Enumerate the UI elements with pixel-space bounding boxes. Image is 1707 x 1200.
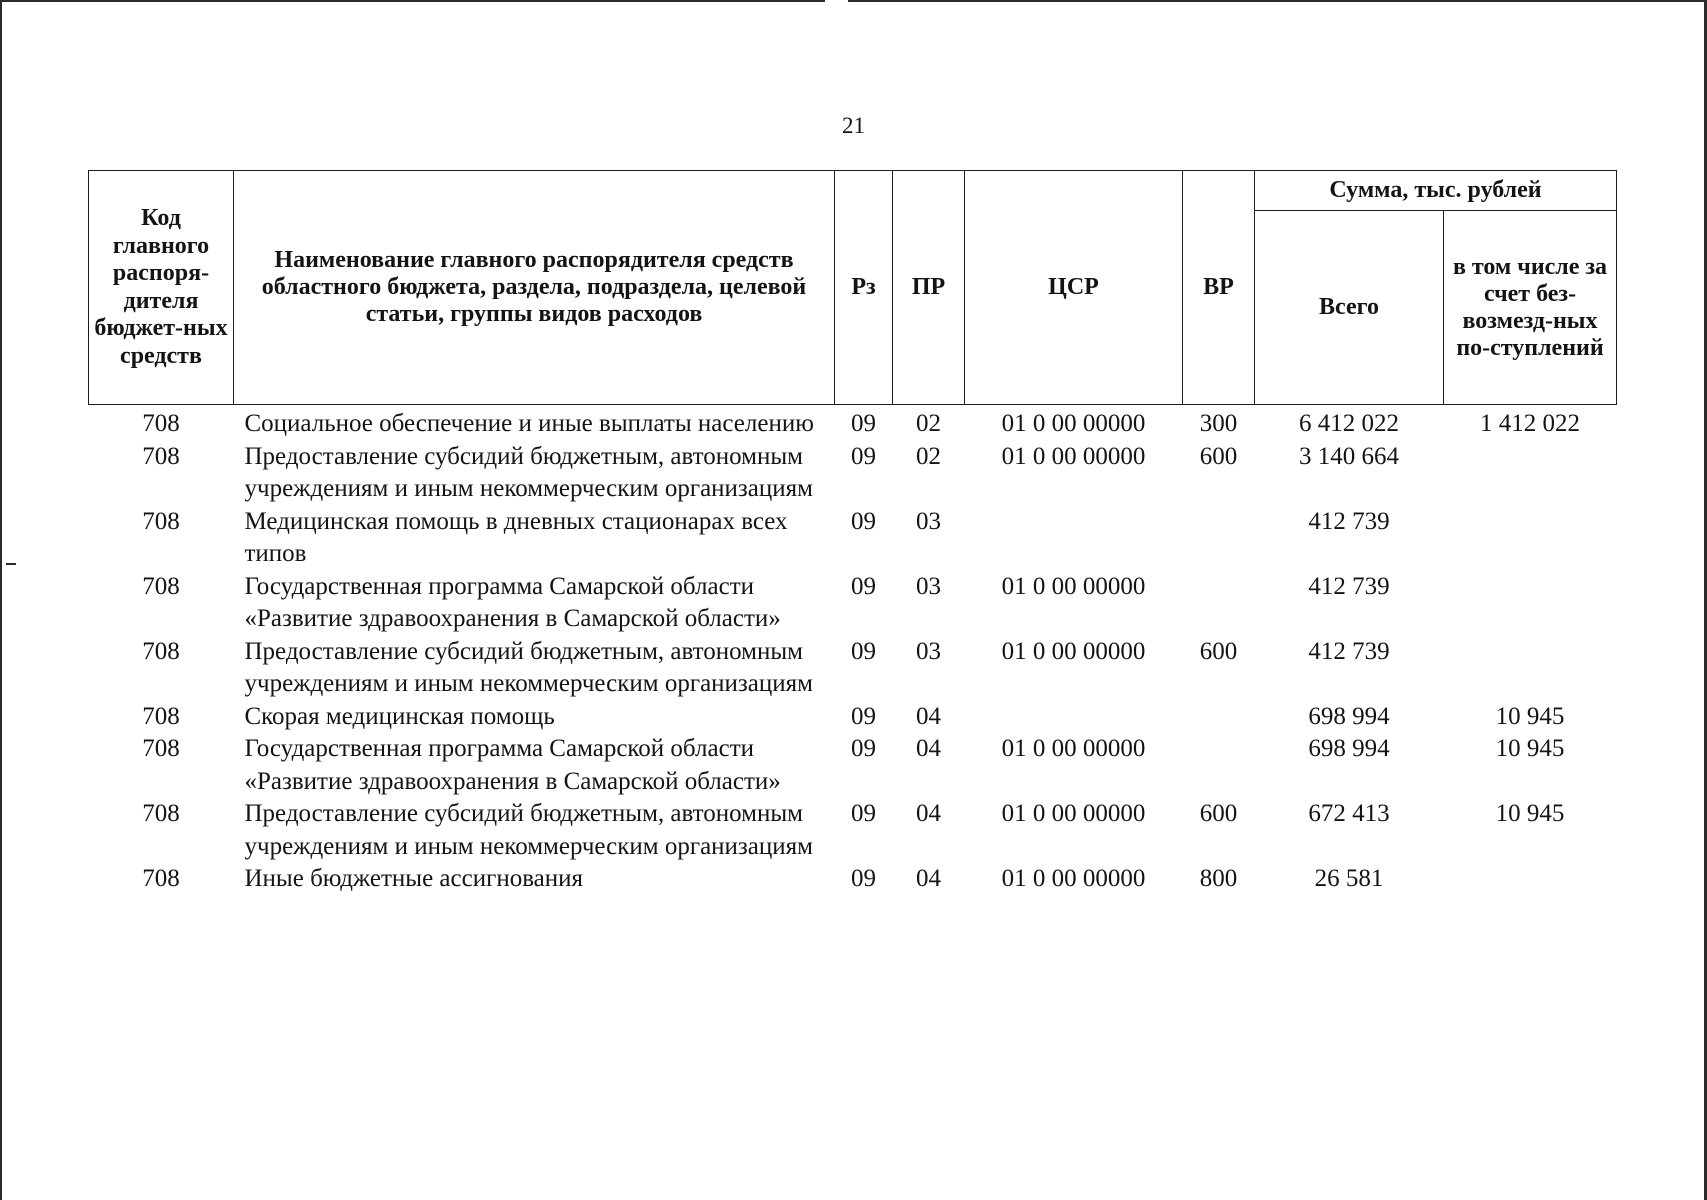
cell-code: 708 — [142, 735, 180, 762]
table-body — [89, 405, 1617, 896]
header-grants: в том числе за счет без-возмезд-ных по-ступлений — [1444, 211, 1617, 405]
table-row — [89, 863, 1617, 896]
cell-total: 698 994 — [1308, 735, 1390, 762]
cell-rz: 09 — [851, 735, 876, 762]
cell-total: 672 413 — [1308, 800, 1390, 827]
cell-total: 6 412 022 — [1299, 410, 1399, 437]
cell-grants — [1444, 506, 1617, 571]
cell-vr: 600 — [1199, 637, 1238, 665]
cell-name: Государственная программа Самарской области «Развитие здравоохранения в Самарской области» — [244, 735, 781, 795]
cell-csr: 01 0 00 00000 — [1001, 800, 1146, 827]
cell-name: Социальное обеспечение и иные выплаты населению — [244, 410, 814, 437]
cell-pr: 03 — [916, 507, 941, 535]
cell-total: 412 739 — [1308, 637, 1390, 665]
cell-total: 412 739 — [1308, 572, 1390, 600]
cell-name: Государственная программа Самарской области «Развитие здравоохранения в Самарской области» — [244, 572, 781, 632]
cell-name: Предоставление субсидий бюджетным, автономным учреждениям и иным некоммерческим организациям — [244, 800, 813, 860]
page-number: 21 — [842, 113, 865, 138]
cell-csr: 01 0 00 00000 — [1001, 410, 1146, 437]
cell-total: 698 994 — [1308, 702, 1390, 730]
table-row — [89, 506, 1617, 571]
header-total: Всего — [1255, 211, 1444, 405]
cell-vr: 300 — [1199, 410, 1238, 437]
cell-code: 708 — [142, 637, 180, 665]
header-vr: ВР — [1183, 171, 1255, 405]
cell-csr — [965, 701, 1183, 734]
cell-rz: 09 — [851, 865, 876, 892]
header-code: Код главного распоря-дителя бюджет-ных средств — [89, 171, 234, 405]
cell-vr: 600 — [1199, 442, 1238, 470]
cell-rz: 09 — [851, 410, 876, 437]
cell-vr — [1183, 701, 1255, 734]
cell-rz: 09 — [851, 800, 876, 827]
cell-total: 26 581 — [1314, 865, 1384, 892]
cell-vr: 600 — [1199, 800, 1238, 827]
cell-pr: 04 — [916, 865, 941, 892]
header-rz: Рз — [835, 171, 893, 405]
cell-code: 708 — [142, 507, 180, 535]
cell-csr: 01 0 00 00000 — [1001, 572, 1146, 600]
cell-rz: 09 — [851, 637, 876, 665]
table-row — [89, 733, 1617, 798]
cell-grants — [1444, 636, 1617, 701]
header-name: Наименование главного распорядителя средств областного бюджета, раздела, подраздела, целевой статьи, группы видов расходов — [234, 171, 835, 405]
cell-name: Иные бюджетные ассигнования — [244, 865, 584, 892]
cell-grants: 10 945 — [1495, 800, 1565, 827]
cell-total: 3 140 664 — [1299, 442, 1399, 470]
cell-vr: 800 — [1199, 865, 1238, 892]
cell-name: Медицинская помощь в дневных стационарах всех типов — [244, 507, 788, 567]
scan-edge-left — [0, 0, 2, 1200]
cell-grants: 10 945 — [1495, 702, 1565, 730]
cell-grants — [1444, 441, 1617, 506]
budget-table — [88, 170, 1617, 896]
cell-vr — [1183, 733, 1255, 798]
cell-code: 708 — [142, 572, 180, 600]
cell-csr: 01 0 00 00000 — [1001, 865, 1146, 892]
cell-csr: 01 0 00 00000 — [1001, 735, 1146, 762]
cell-pr: 04 — [916, 702, 941, 730]
cell-code: 708 — [142, 800, 180, 827]
cell-csr — [965, 506, 1183, 571]
header-csr: ЦСР — [965, 171, 1183, 405]
header-pr: ПР — [893, 171, 965, 405]
cell-vr — [1183, 506, 1255, 571]
cell-code: 708 — [142, 410, 180, 437]
cell-grants — [1444, 571, 1617, 636]
table-row — [89, 441, 1617, 506]
table-row — [89, 571, 1617, 636]
cell-grants: 10 945 — [1495, 735, 1565, 762]
cell-rz: 09 — [851, 507, 876, 535]
scan-edge-top-left — [0, 0, 825, 2]
table-row — [89, 636, 1617, 701]
scan-edge-top-right — [848, 0, 1707, 2]
cell-name: Скорая медицинская помощь — [244, 702, 555, 730]
cell-code: 708 — [142, 702, 180, 730]
cell-rz: 09 — [851, 702, 876, 730]
cell-total: 412 739 — [1308, 507, 1390, 535]
cell-rz: 09 — [851, 442, 876, 470]
cell-pr: 03 — [916, 637, 941, 665]
cell-grants: 1 412 022 — [1480, 410, 1580, 437]
cell-rz: 09 — [851, 572, 876, 600]
cell-pr: 02 — [916, 442, 941, 470]
binding-mark — [6, 563, 16, 565]
cell-pr: 03 — [916, 572, 941, 600]
cell-grants — [1444, 863, 1617, 896]
cell-pr: 04 — [916, 800, 941, 827]
table-row — [89, 798, 1617, 863]
cell-code: 708 — [142, 442, 180, 470]
cell-csr: 01 0 00 00000 — [1001, 637, 1146, 665]
cell-vr — [1183, 571, 1255, 636]
header-sum: Сумма, тыс. рублей — [1255, 171, 1617, 211]
cell-csr: 01 0 00 00000 — [1001, 442, 1146, 470]
table-row — [89, 701, 1617, 734]
cell-pr: 02 — [916, 410, 941, 437]
table-row — [89, 405, 1617, 441]
cell-pr: 04 — [916, 735, 941, 762]
cell-code: 708 — [142, 865, 180, 892]
cell-name: Предоставление субсидий бюджетным, автономным учреждениям и иным некоммерческим организациям — [244, 637, 813, 697]
cell-name: Предоставление субсидий бюджетным, автономным учреждениям и иным некоммерческим организациям — [244, 442, 813, 502]
